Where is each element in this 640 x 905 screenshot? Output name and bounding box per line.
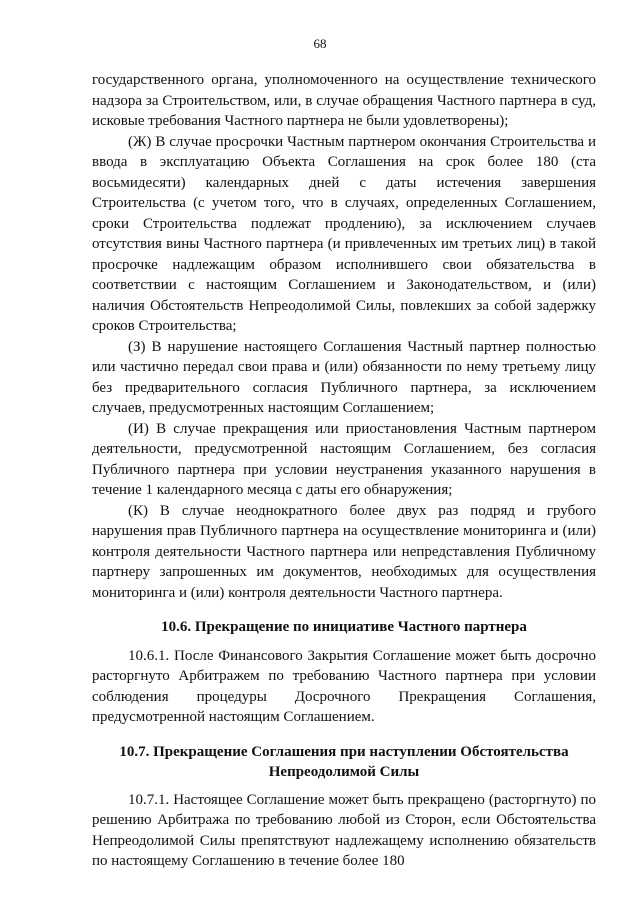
clause-10-6-1: 10.6.1. После Финансового Закрытия Соглашение может быть досрочно расторгнуто Арбитражем по требованию Частного партнера при условии соблюдения процедуры Досрочного Прекращения Соглашения, предусмотренной настоящим Соглашением. <box>92 647 596 725</box>
paragraph-continuation: государственного органа, уполномоченного на осуществление технического надзора за Строительством, или, в случае обращения Частного партнера в суд, исковые требования Частного партнера не были удовлетворены); <box>92 72 596 129</box>
section-10-7-heading <box>92 742 596 782</box>
clause-zh: (Ж) В случае просрочки Частным партнером окончания Строительства и ввода в эксплуатацию Объекта Соглашения на срок более 180 (ста восьмидесяти) календарных дней с даты истечения завершения Строительства (с учетом того, что в случаях, определенных Соглашением, сроки Строительства подлежат продлению), за исключением случаев отсутствия вины Частного партнера (и привлеченных им третьих лиц) в такой просрочке надлежащим образом исполнившего свои обязательства в соответствии с настоящим Соглашением и Законодательством, и (или) наличия Обстоятельств Непреодолимой Силы, повлекших за собой задержку сроков Строительства; <box>92 133 596 334</box>
page-number: 68 <box>313 36 327 51</box>
clause-10-7-1: 10.7.1. Настоящее Соглашение может быть прекращено (расторгнуто) по решению Арбитража по требованию любой из Сторон, если Обстоятельства Непреодолимой Силы препятствуют надлежащему исполнению обязательств по настоящему Соглашению в течение более 180 <box>92 791 596 869</box>
section-10-7-heading-line1: 10.7. Прекращение Соглашения при наступлении Обстоятельства <box>119 743 569 760</box>
document-body <box>92 70 596 872</box>
clause-i: (И) В случае прекращения или приостановления Частным партнером деятельности, предусмотренной настоящим Соглашением, без согласия Публичного партнера при условии неустранения указанного нарушения в течение 1 календарного месяца с даты его обнаружения; <box>92 420 596 498</box>
clause-k: (К) В случае неоднократного более двух раз подряд и грубого нарушения прав Публичного партнера на осуществление мониторинга и (или) контроля деятельности Частного партнера или непредставления Публичному партнеру запрошенных им документов, необходимых для осуществления мониторинга и (или) контроля деятельности Частного партнера. <box>92 502 596 601</box>
section-10-7-heading-line2: Непреодолимой Силы <box>268 763 420 780</box>
section-10-6-heading: 10.6. Прекращение по инициативе Частного партнера <box>161 619 527 635</box>
clause-z: (З) В нарушение настоящего Соглашения Частный партнер полностью или частично передал свои права и (или) обязанности по нему третьему лицу без предварительного согласия Публичного партнера, за исключением случаев, предусмотренных настоящим Соглашением; <box>92 338 596 416</box>
